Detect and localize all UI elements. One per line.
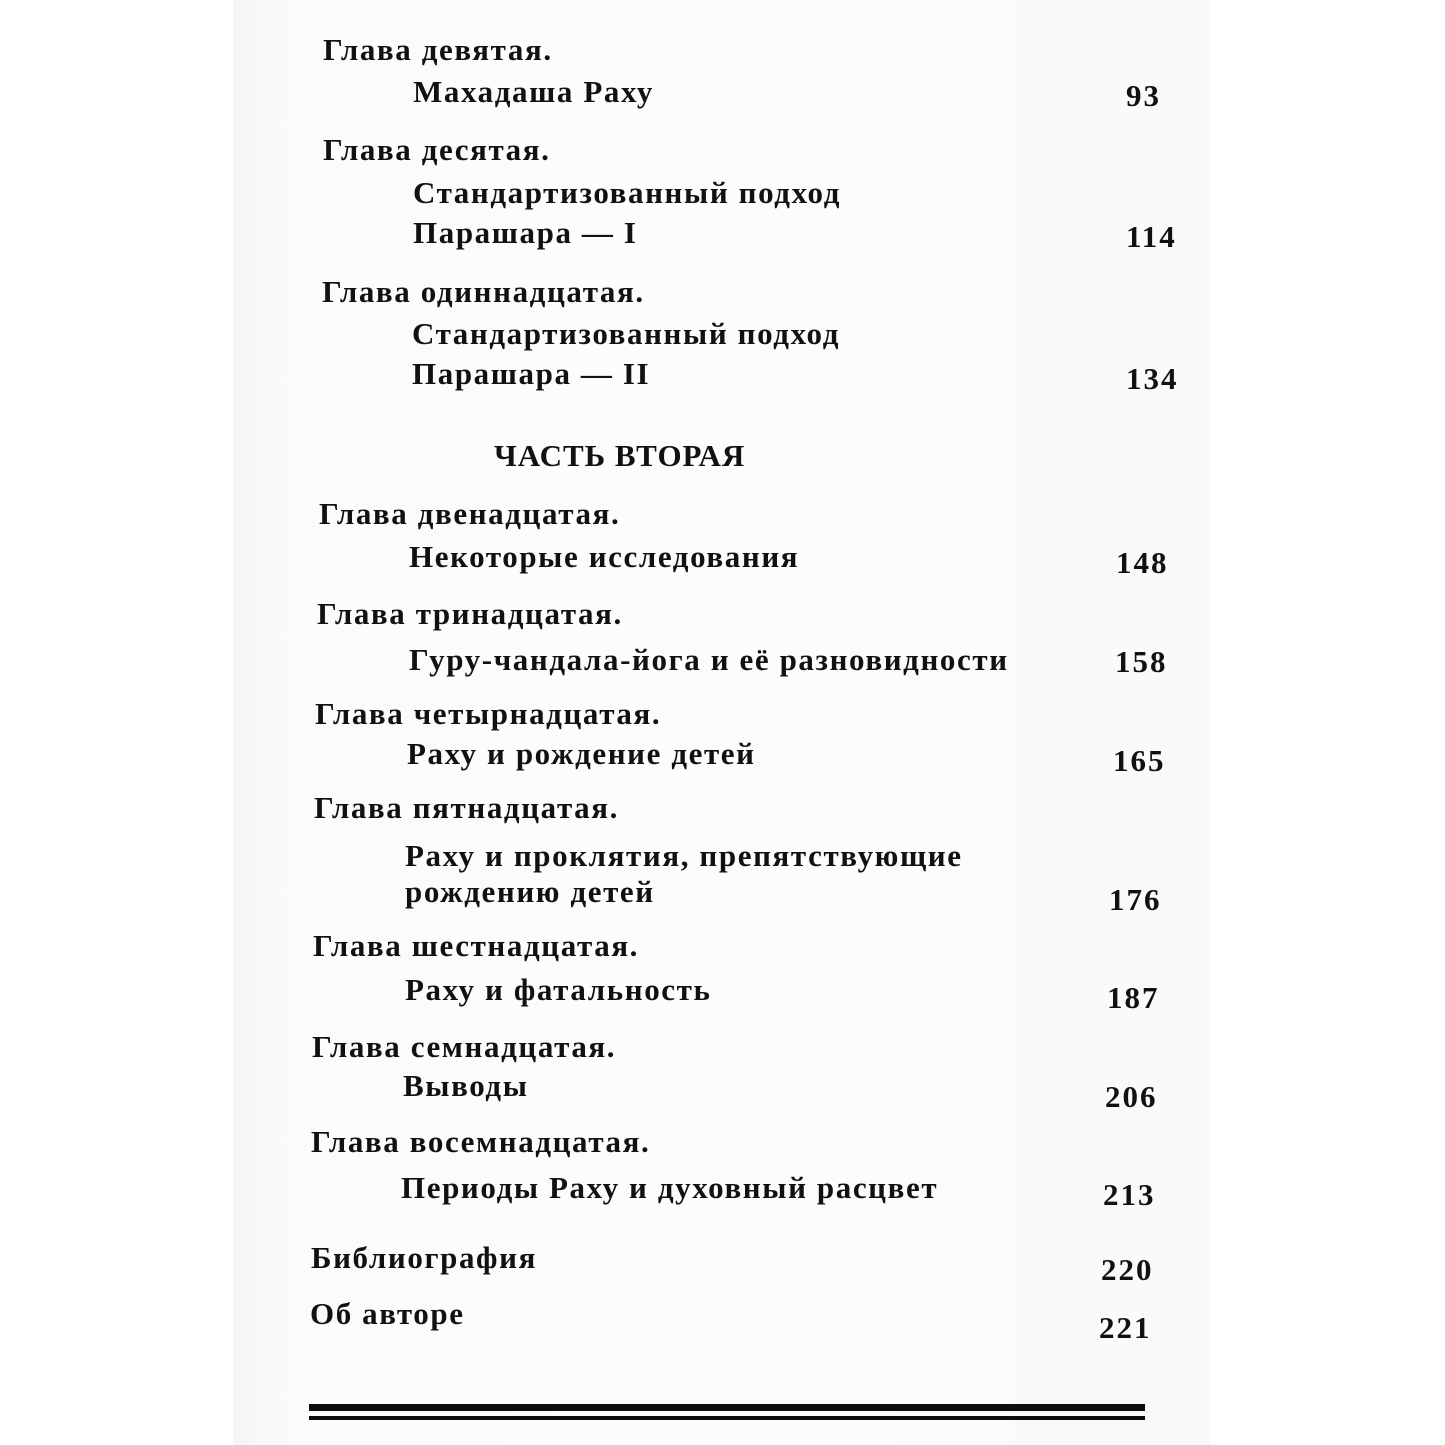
toc-page-number: 176 bbox=[1109, 882, 1162, 917]
toc-page-number: 148 bbox=[1116, 545, 1169, 580]
toc-chapter-heading: Глава пятнадцатая. bbox=[314, 790, 619, 825]
toc-chapter-title: Выводы bbox=[403, 1068, 529, 1103]
toc-chapter-title: Гуру-чандала-йога и её разновидности bbox=[409, 642, 1009, 677]
toc-page-number: 158 bbox=[1115, 644, 1168, 679]
part-heading: ЧАСТЬ ВТОРАЯ bbox=[494, 438, 746, 473]
toc-chapter-heading: Глава девятая. bbox=[323, 32, 553, 67]
toc-chapter-title: рождению детей bbox=[405, 874, 655, 909]
toc-chapter-title: Раху и проклятия, препятствующие bbox=[405, 838, 963, 873]
toc-chapter-title: Периоды Раху и духовный расцвет bbox=[401, 1170, 939, 1205]
toc-about-author: Об авторе bbox=[310, 1296, 465, 1331]
toc-chapter-heading: Глава семнадцатая. bbox=[312, 1029, 617, 1064]
toc-page-number: 220 bbox=[1101, 1252, 1154, 1287]
decorative-rule bbox=[309, 1404, 1145, 1411]
toc-page-number: 134 bbox=[1126, 361, 1179, 396]
toc-page-number: 114 bbox=[1126, 219, 1177, 254]
toc-chapter-title: Парашара — II bbox=[412, 356, 651, 391]
toc-chapter-title: Махадаша Раху bbox=[413, 74, 655, 109]
toc-chapter-title: Стандартизованный подход bbox=[412, 316, 840, 351]
toc-page-number: 93 bbox=[1126, 78, 1161, 113]
toc-chapter-title: Стандартизованный подход bbox=[413, 175, 841, 210]
book-page bbox=[233, 0, 1210, 1445]
toc-page-number: 165 bbox=[1113, 743, 1166, 778]
toc-chapter-title: Парашара — I bbox=[413, 215, 638, 250]
toc-chapter-title: Раху и рождение детей bbox=[407, 736, 756, 771]
toc-bibliography: Библиография bbox=[311, 1240, 537, 1275]
toc-chapter-heading: Глава одиннадцатая. bbox=[322, 274, 645, 309]
toc-page-number: 213 bbox=[1103, 1177, 1156, 1212]
toc-chapter-heading: Глава двенадцатая. bbox=[319, 496, 621, 531]
toc-chapter-title: Раху и фатальность bbox=[405, 972, 712, 1007]
toc-chapter-heading: Глава тринадцатая. bbox=[317, 596, 623, 631]
toc-chapter-title: Некоторые исследования bbox=[409, 539, 800, 574]
toc-page-number: 187 bbox=[1107, 980, 1160, 1015]
table-of-contents bbox=[233, 0, 1210, 1445]
toc-chapter-heading: Глава десятая. bbox=[323, 132, 551, 167]
toc-chapter-heading: Глава четырнадцатая. bbox=[315, 696, 662, 731]
toc-chapter-heading: Глава шестнадцатая. bbox=[313, 928, 640, 963]
decorative-rule bbox=[309, 1416, 1145, 1420]
toc-page-number: 206 bbox=[1105, 1079, 1158, 1114]
toc-chapter-heading: Глава восемнадцатая. bbox=[311, 1124, 651, 1159]
toc-page-number: 221 bbox=[1099, 1310, 1152, 1345]
